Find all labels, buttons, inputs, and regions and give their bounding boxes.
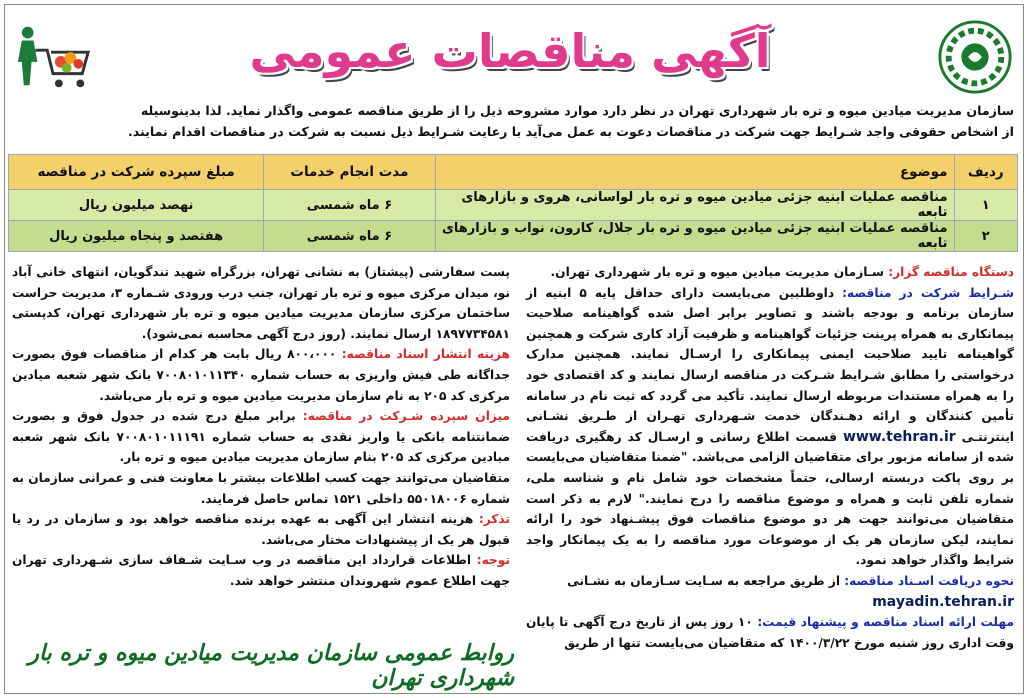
note-paragraph [12,509,510,550]
right-column [526,262,1014,653]
org-paragraph [526,262,1014,283]
header-duration: مدت انجام خدمات [264,155,435,190]
row-index: ۲ [954,221,1018,252]
note-label: تذکر: [478,512,510,527]
intro-line-2: از اشخاص حقوقی واجد شـرایط جهت شرکت در مناقصات دعوت به عمل می‌آید با رعایت شـرایط ذیل نسبت به شرکت در مناقصات اقدام نمایند. [127,124,1014,139]
intro-line-1: سازمان مدیریت میادین میوه و تره بار شهرداری تهران در نظر دارد موارد مشروحه ذیل را از طریق مناقصه عمومی واگذار نماید. لذا بدینوسیله [140,103,1014,118]
attention-paragraph [12,550,510,591]
row-duration: ۶ ماه شمسی [264,190,435,221]
docs-label: نحوه دریافت اسـناد مناقصه: [844,573,1014,588]
row-subject: مناقصه عملیات ابنیه جزئی میادین میوه و تره بار لواسانی، هروی و بازارهای تابعه [435,190,954,221]
address-paragraph: پست سفارشی (پیشتاز) به نشانی تهران، بزرگراه شهید تندگویان، انتهای خانی آباد نو، میدان مرکزی میوه و تره بار تهران، جنب درب ورودی شـماره ۳، مدیریت حراست ساختمان مرکزی سازمان مدیریت میادین میوه و تره بار شهرداری تهران، کدپستی ۱۸۹۷۷۳۴۵۸۱ ارسال نمایند. (روز درج آگهی محاسبه نمی‌شود). [12,265,510,341]
deposit-text: برابر مبلغ درج شده در جدول فوق و بصورت ضمانتنامه بانکی یا واریز نقدی به حساب شماره ۷۰۰۸۰۱۰۱۱۱۹۱ بانک شهر شعبه میادین مرکزی کد ۲۰۵ بنام سازمان مدیریت میادین میوه و تره بار. [12,409,510,465]
row-duration: ۶ ماه شمسی [264,221,435,252]
left-column [12,262,510,592]
footer-signature: روابط عمومی سازمان مدیریت میادین میوه و تره بار شهرداری تهران [28,641,514,691]
contact-paragraph: متقاضیان می‌توانند جهت کسب اطلاعات بیشتر با معاونت فنی و عمرانی سازمان به شماره ۵۵۰۱۸۰۰۶ داخلی ۱۵۲۱ تماس حاصل فرمایند. [12,470,510,506]
page-title: آگهی مناقصات عمومی [249,24,771,78]
tehran-url-link[interactable]: www.tehran.ir [842,428,956,445]
conditions-label: شـرایط شرکت در مناقصه: [842,285,1014,300]
docs-paragraph [526,571,1014,592]
org-label: دستگاه مناقصه گزار: [888,265,1014,279]
deadline-paragraph [526,612,1014,653]
fee-text: ۸۰۰،۰۰۰ ریال بابت هر کدام از مناقصات فوق بصورت جداگانه طی فیش واریزی به حساب شماره ۷۰۰۸۰۱۰۱۱۳۴۰ بانک شهر شعبه میادین مرکزی کد ۲۰۵ به نام سازمان مدیریت میادین میوه و تره بار می‌باشد. [12,347,511,403]
attention-label: توجه: [476,553,510,568]
header-subject: موضوع [435,155,954,190]
fee-label: هزینه انتشار اسناد مناقصه: [341,347,511,362]
title-banner [230,10,790,92]
intro-text [16,100,1014,142]
row-index: ۱ [954,190,1018,221]
mayadin-url-link[interactable]: mayadin.tehran.ir [872,593,1014,610]
docs-text: از طریق مراجعه به سـایت سـازمان به نشـانی [567,573,845,588]
header-amount: مبلغ سپرده شرکت در مناقصه [9,155,264,190]
attention-text: اطلاعات قرارداد این مناقصه در وب سـایت شـفاف سازی شـهرداری تهران جهت اطلاع عموم شهروندان منتشر خواهد شد. [12,553,510,588]
conditions-paragraph [526,283,1014,571]
table-header-row [9,155,1018,190]
tenders-table [8,154,1018,252]
table-row [9,221,1018,252]
deposit-paragraph [12,406,510,468]
deadline-label: مهلت ارائه اسناد مناقصه و پیشنهاد قیمت: [757,615,1014,630]
deadline-text: ۱۰ روز پس از تاریخ درج آگهی تا پایان وقت اداری روز شنبه مورخ ۱۴۰۰/۳/۲۲ که متقاضیان می‌بایست تنها از طریق [526,615,1014,650]
row-amount: نهصد میلیون ریال [9,190,264,221]
fee-paragraph [12,344,510,406]
table-row [9,190,1018,221]
shopping-cart-person-icon [14,22,92,94]
conditions-text: داوطلبین می‌بایست دارای حداقل پایه ۵ ابنیه از سازمان برنامه و بودجه باشند و تصاویر برابر اصل شده گواهینامه صلاحیت پیمانکاری به همراه پرینت جزئیات گواهینامه و ظرفیت آزاد کاری شرکت و همچنین گواهینامه تایید صلاحیت ایمنی پیمانکاری را ارسـال نمایند. همچنین مدارک درخواستی را مطابق شـرایط شـرکت در مناقصه ارسال نمایند و کد اقتصادی خود را به همراه مستندات مربوطه ارسال نمایند. تأکید می گردد که ثبت نام در سامانه تأمین کنندگان و ارائه دهـندگان خدمت شـهرداری تهـران از طـریق نشـانی اینترنتـی [526,285,1014,444]
deposit-label: میزان سپرده شـرکت در مناقصه: [302,409,510,424]
mayadin-url-line [526,592,1014,613]
header-index: ردیف [954,155,1018,190]
row-amount: هفتصد و پنجاه میلیون ریال [9,221,264,252]
note-text: هزینه انتشار این آگهی به عهده برنده مناقصه خواهد بود و سازمان در رد یا قبول هر یک از پیشنهادات مختار می‌باشد. [12,512,510,547]
conditions-text-2: قسمت اطلاع رسانی و ارسـال کد رهگیری دریافت شده از سامانه مزبور برای متقاضیان الزامی می‌باشد. "ضمنا متقاضیان می‌بایست بر روی پاکت دربسته ارسالی، حتماً مشخصات خود شامل نام و شناسه ملی، شماره تلفن ثابت و همراه و موضوع مناقصه را درج نمایند." لازم به ذکر است متقاضیان می‌توانند جهت هر دو موضوع مناقصات فوق پیشـنهاد خود را ارائه نمایند، لیکن سازمان هر یک از موضوعات مورد مناقصه را به یک پیمانکار واجد شرایط واگذار خواهد نمود. [526,429,1014,568]
tehran-municipality-fruit-market-logo-icon [936,18,1014,96]
row-subject: مناقصه عملیات ابنیه جزئی میادین میوه و تره بار جلال، کارون، نواب و بازارهای تابعه [435,221,954,252]
org-text: سـازمان مدیریت میادین میوه و تره بار شهرداری تهران. [550,265,889,279]
